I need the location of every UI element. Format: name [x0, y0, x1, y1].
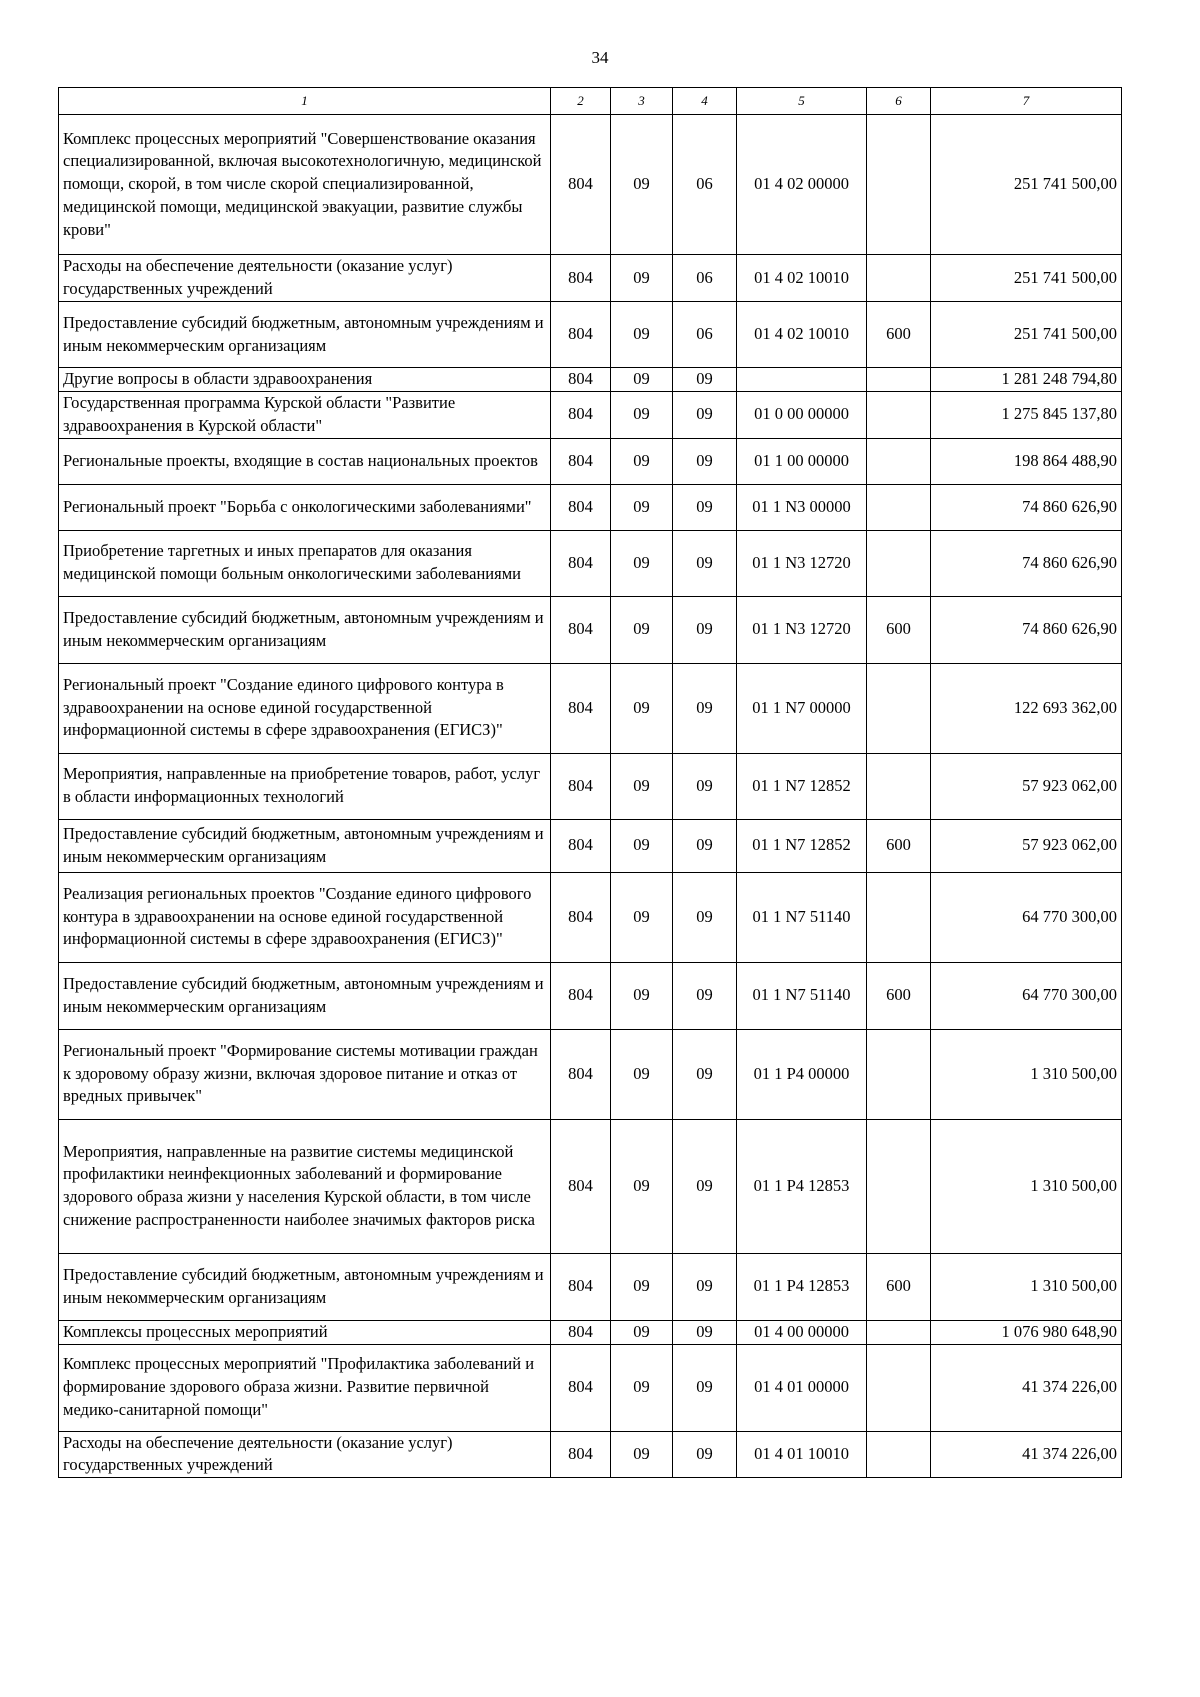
column-header: 5: [737, 88, 867, 115]
ministry-code-cell: 804: [551, 530, 611, 596]
table-row: [59, 872, 1122, 962]
ministry-code-cell: 804: [551, 1344, 611, 1431]
amount-cell: 64 770 300,00: [931, 962, 1122, 1029]
expense-type-cell: [867, 115, 931, 255]
subsection-code-cell: 09: [673, 1320, 737, 1344]
item-name-cell: Региональные проекты, входящие в состав национальных проектов: [59, 438, 551, 484]
expense-type-cell: 600: [867, 962, 931, 1029]
target-article-cell: [737, 368, 867, 392]
amount-cell: 1 281 248 794,80: [931, 368, 1122, 392]
expense-type-cell: 600: [867, 596, 931, 663]
amount-cell: 1 076 980 648,90: [931, 1320, 1122, 1344]
subsection-code-cell: 09: [673, 1344, 737, 1431]
subsection-code-cell: 06: [673, 115, 737, 255]
subsection-code-cell: 09: [673, 872, 737, 962]
subsection-code-cell: 09: [673, 484, 737, 530]
item-name-cell: Предоставление субсидий бюджетным, автономным учреждениям и иным некоммерческим организациям: [59, 596, 551, 663]
target-article-cell: 01 1 00 00000: [737, 438, 867, 484]
target-article-cell: 01 4 02 10010: [737, 302, 867, 368]
section-code-cell: 09: [611, 392, 673, 439]
amount-cell: 57 923 062,00: [931, 753, 1122, 819]
ministry-code-cell: 804: [551, 255, 611, 302]
target-article-cell: 01 1 N3 12720: [737, 530, 867, 596]
target-article-cell: 01 1 N7 51140: [737, 962, 867, 1029]
target-article-cell: 01 1 N7 12852: [737, 753, 867, 819]
amount-cell: 251 741 500,00: [931, 115, 1122, 255]
table-row: [59, 663, 1122, 753]
table-row: [59, 438, 1122, 484]
subsection-code-cell: 09: [673, 753, 737, 819]
column-header: 7: [931, 88, 1122, 115]
expense-type-cell: [867, 753, 931, 819]
table-row: [59, 753, 1122, 819]
amount-cell: 1 310 500,00: [931, 1029, 1122, 1119]
expense-type-cell: [867, 255, 931, 302]
expense-type-cell: [867, 872, 931, 962]
section-code-cell: 09: [611, 753, 673, 819]
subsection-code-cell: 09: [673, 1119, 737, 1253]
table-row: [59, 368, 1122, 392]
target-article-cell: 01 1 P4 12853: [737, 1119, 867, 1253]
target-article-cell: 01 1 P4 12853: [737, 1253, 867, 1320]
item-name-cell: Мероприятия, направленные на приобретение товаров, работ, услуг в области информационных технологий: [59, 753, 551, 819]
item-name-cell: Предоставление субсидий бюджетным, автономным учреждениям и иным некоммерческим организациям: [59, 1253, 551, 1320]
ministry-code-cell: 804: [551, 302, 611, 368]
table-row: [59, 596, 1122, 663]
expense-type-cell: [867, 368, 931, 392]
subsection-code-cell: 09: [673, 1029, 737, 1119]
section-code-cell: 09: [611, 530, 673, 596]
target-article-cell: 01 4 01 10010: [737, 1431, 867, 1478]
column-header: 4: [673, 88, 737, 115]
item-name-cell: Приобретение таргетных и иных препаратов для оказания медицинской помощи больным онкологическими заболеваниями: [59, 530, 551, 596]
expense-type-cell: [867, 663, 931, 753]
expense-type-cell: [867, 438, 931, 484]
ministry-code-cell: 804: [551, 438, 611, 484]
column-header: 2: [551, 88, 611, 115]
table-row: [59, 255, 1122, 302]
item-name-cell: Комплекс процессных мероприятий "Профилактика заболеваний и формирование здорового образа жизни. Развитие первичной медико-санитарной помощи": [59, 1344, 551, 1431]
item-name-cell: Расходы на обеспечение деятельности (оказание услуг) государственных учреждений: [59, 255, 551, 302]
section-code-cell: 09: [611, 1119, 673, 1253]
section-code-cell: 09: [611, 1431, 673, 1478]
item-name-cell: Предоставление субсидий бюджетным, автономным учреждениям и иным некоммерческим организациям: [59, 819, 551, 872]
ministry-code-cell: 804: [551, 368, 611, 392]
subsection-code-cell: 09: [673, 1253, 737, 1320]
section-code-cell: 09: [611, 1029, 673, 1119]
expense-type-cell: [867, 1344, 931, 1431]
section-code-cell: 09: [611, 1320, 673, 1344]
ministry-code-cell: 804: [551, 753, 611, 819]
section-code-cell: 09: [611, 438, 673, 484]
section-code-cell: 09: [611, 872, 673, 962]
expense-type-cell: [867, 484, 931, 530]
item-name-cell: Предоставление субсидий бюджетным, автономным учреждениям и иным некоммерческим организациям: [59, 302, 551, 368]
item-name-cell: Комплексы процессных мероприятий: [59, 1320, 551, 1344]
target-article-cell: 01 1 N7 00000: [737, 663, 867, 753]
section-code-cell: 09: [611, 596, 673, 663]
ministry-code-cell: 804: [551, 596, 611, 663]
ministry-code-cell: 804: [551, 1320, 611, 1344]
item-name-cell: Региональный проект "Борьба с онкологическими заболеваниями": [59, 484, 551, 530]
subsection-code-cell: 09: [673, 819, 737, 872]
target-article-cell: 01 1 N7 12852: [737, 819, 867, 872]
ministry-code-cell: 804: [551, 1253, 611, 1320]
subsection-code-cell: 09: [673, 530, 737, 596]
subsection-code-cell: 06: [673, 255, 737, 302]
table-row: [59, 1320, 1122, 1344]
amount-cell: 1 275 845 137,80: [931, 392, 1122, 439]
subsection-code-cell: 09: [673, 663, 737, 753]
item-name-cell: Другие вопросы в области здравоохранения: [59, 368, 551, 392]
section-code-cell: 09: [611, 819, 673, 872]
amount-cell: 122 693 362,00: [931, 663, 1122, 753]
target-article-cell: 01 4 02 10010: [737, 255, 867, 302]
section-code-cell: 09: [611, 484, 673, 530]
ministry-code-cell: 804: [551, 663, 611, 753]
target-article-cell: 01 1 N3 00000: [737, 484, 867, 530]
table-row: [59, 962, 1122, 1029]
ministry-code-cell: 804: [551, 115, 611, 255]
item-name-cell: Комплекс процессных мероприятий "Совершенствование оказания специализированной, включая высокотехнологичную, медицинской помощи, скорой, в том числе скорой специализированной, медицинской помощи, медицинской эвакуации, развитие службы крови": [59, 115, 551, 255]
ministry-code-cell: 804: [551, 1119, 611, 1253]
target-article-cell: 01 4 00 00000: [737, 1320, 867, 1344]
expense-type-cell: [867, 1119, 931, 1253]
item-name-cell: Региональный проект "Формирование системы мотивации граждан к здоровому образу жизни, включая здоровое питание и отказ от вредных привычек": [59, 1029, 551, 1119]
section-code-cell: 09: [611, 115, 673, 255]
item-name-cell: Расходы на обеспечение деятельности (оказание услуг) государственных учреждений: [59, 1431, 551, 1478]
expense-type-cell: [867, 530, 931, 596]
expense-type-cell: [867, 1431, 931, 1478]
column-header: 3: [611, 88, 673, 115]
table-row: [59, 392, 1122, 439]
ministry-code-cell: 804: [551, 484, 611, 530]
section-code-cell: 09: [611, 368, 673, 392]
amount-cell: 57 923 062,00: [931, 819, 1122, 872]
table-row: [59, 1029, 1122, 1119]
section-code-cell: 09: [611, 1253, 673, 1320]
table-row: [59, 115, 1122, 255]
table-row: [59, 1119, 1122, 1253]
amount-cell: 74 860 626,90: [931, 530, 1122, 596]
ministry-code-cell: 804: [551, 392, 611, 439]
target-article-cell: 01 1 N7 51140: [737, 872, 867, 962]
section-code-cell: 09: [611, 302, 673, 368]
expense-type-cell: [867, 1320, 931, 1344]
table-row: [59, 302, 1122, 368]
expense-type-cell: [867, 1029, 931, 1119]
table-row: [59, 1344, 1122, 1431]
subsection-code-cell: 09: [673, 1431, 737, 1478]
column-number-row: [59, 88, 1122, 115]
target-article-cell: 01 4 01 00000: [737, 1344, 867, 1431]
target-article-cell: 01 1 P4 00000: [737, 1029, 867, 1119]
subsection-code-cell: 09: [673, 392, 737, 439]
ministry-code-cell: 804: [551, 962, 611, 1029]
amount-cell: 74 860 626,90: [931, 484, 1122, 530]
amount-cell: 41 374 226,00: [931, 1344, 1122, 1431]
table-row: [59, 1253, 1122, 1320]
section-code-cell: 09: [611, 1344, 673, 1431]
subsection-code-cell: 09: [673, 596, 737, 663]
item-name-cell: Реализация региональных проектов "Создание единого цифрового контура в здравоохранении на основе единой государственной информационной системы в сфере здравоохранения (ЕГИСЗ)": [59, 872, 551, 962]
expense-type-cell: [867, 392, 931, 439]
ministry-code-cell: 804: [551, 872, 611, 962]
amount-cell: 64 770 300,00: [931, 872, 1122, 962]
item-name-cell: Государственная программа Курской области "Развитие здравоохранения в Курской области": [59, 392, 551, 439]
ministry-code-cell: 804: [551, 1029, 611, 1119]
expense-type-cell: 600: [867, 302, 931, 368]
amount-cell: 251 741 500,00: [931, 255, 1122, 302]
target-article-cell: 01 4 02 00000: [737, 115, 867, 255]
item-name-cell: Мероприятия, направленные на развитие системы медицинской профилактики неинфекционных заболеваний и формирование здорового образа жизни у населения Курской области, в том числе снижение распространенности наиболее значимых факторов риска: [59, 1119, 551, 1253]
page-number: 34: [591, 48, 609, 67]
table-row: [59, 484, 1122, 530]
subsection-code-cell: 06: [673, 302, 737, 368]
amount-cell: 251 741 500,00: [931, 302, 1122, 368]
amount-cell: 74 860 626,90: [931, 596, 1122, 663]
amount-cell: 41 374 226,00: [931, 1431, 1122, 1478]
amount-cell: 198 864 488,90: [931, 438, 1122, 484]
table-row: [59, 1431, 1122, 1478]
table-row: [59, 530, 1122, 596]
amount-cell: 1 310 500,00: [931, 1253, 1122, 1320]
ministry-code-cell: 804: [551, 1431, 611, 1478]
section-code-cell: 09: [611, 255, 673, 302]
subsection-code-cell: 09: [673, 368, 737, 392]
expense-type-cell: 600: [867, 1253, 931, 1320]
column-header: 6: [867, 88, 931, 115]
item-name-cell: Региональный проект "Создание единого цифрового контура в здравоохранении на основе единой государственной информационной системы в сфере здравоохранения (ЕГИСЗ)": [59, 663, 551, 753]
section-code-cell: 09: [611, 663, 673, 753]
table-row: [59, 819, 1122, 872]
column-header: 1: [59, 88, 551, 115]
budget-table: [58, 87, 1122, 1478]
section-code-cell: 09: [611, 962, 673, 1029]
target-article-cell: 01 1 N3 12720: [737, 596, 867, 663]
ministry-code-cell: 804: [551, 819, 611, 872]
expense-type-cell: 600: [867, 819, 931, 872]
subsection-code-cell: 09: [673, 438, 737, 484]
item-name-cell: Предоставление субсидий бюджетным, автономным учреждениям и иным некоммерческим организациям: [59, 962, 551, 1029]
target-article-cell: 01 0 00 00000: [737, 392, 867, 439]
amount-cell: 1 310 500,00: [931, 1119, 1122, 1253]
subsection-code-cell: 09: [673, 962, 737, 1029]
